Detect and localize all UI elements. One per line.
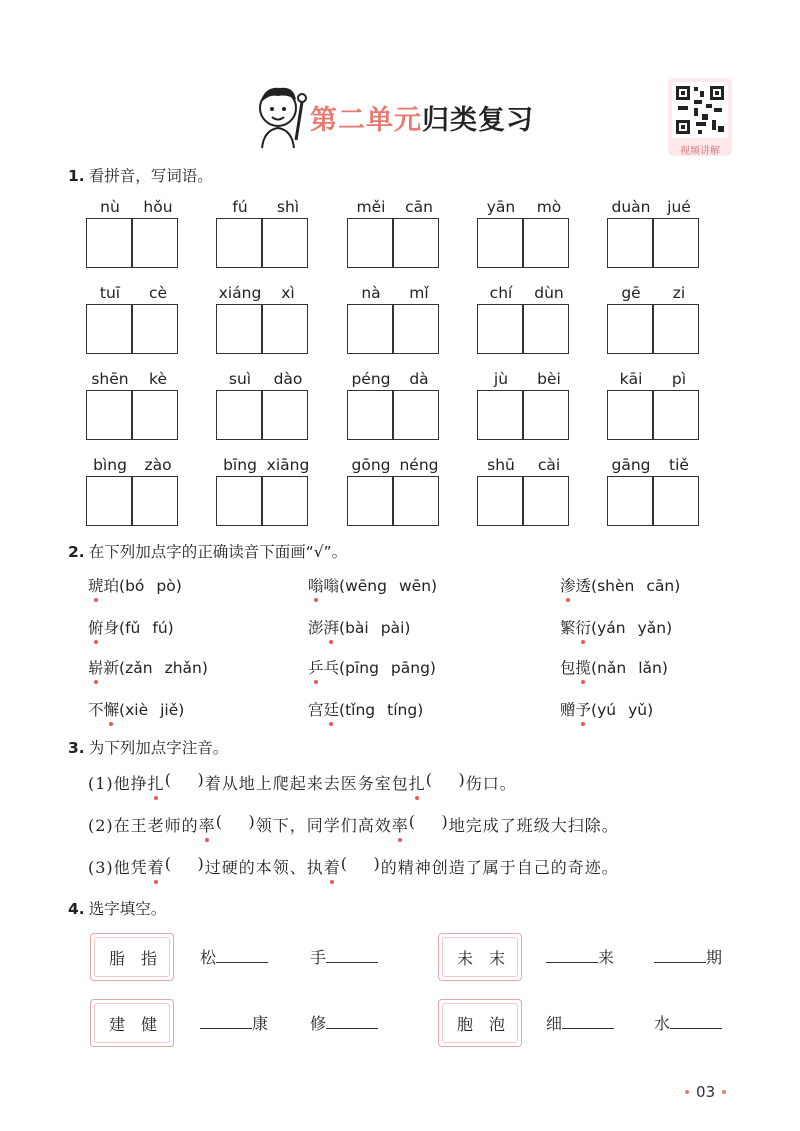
- word-char: 繁: [560, 619, 576, 637]
- writing-box[interactable]: [393, 390, 439, 440]
- word-char: 手: [310, 948, 327, 967]
- word-char: 乓: [323, 659, 340, 677]
- writing-box[interactable]: [347, 476, 393, 526]
- pinyin-word: [216, 370, 312, 450]
- pinyin-syllable: shū: [487, 456, 515, 474]
- dotted-char: 湃: [324, 616, 340, 638]
- paren-open: (: [339, 659, 346, 677]
- writing-box[interactable]: [653, 476, 699, 526]
- pinyin-syllable: xiáng: [218, 284, 262, 302]
- pronunciation-item: [88, 698, 184, 720]
- word-char: 康: [252, 1014, 269, 1033]
- writing-box[interactable]: [132, 476, 178, 526]
- pinyin-option[interactable]: zǎn: [125, 659, 153, 677]
- pinyin-word: [347, 370, 443, 450]
- word-char: 包: [560, 659, 576, 677]
- pinyin-word: [477, 456, 573, 536]
- pinyin-syllable: hǒu: [143, 198, 173, 216]
- pinyin-syllable: cài: [537, 456, 561, 474]
- pinyin-word: [607, 370, 703, 450]
- answer-paren[interactable]: ( ): [164, 854, 205, 873]
- blank-line[interactable]: [562, 1014, 614, 1029]
- pinyin-syllable: zi: [672, 284, 686, 302]
- pinyin-word: [477, 198, 573, 278]
- pinyin-syllable: chí: [489, 284, 513, 302]
- word-char: 赠: [560, 701, 576, 719]
- pinyin-option[interactable]: xiè: [125, 701, 149, 719]
- pinyin-word: [216, 198, 312, 278]
- character-choice-box: [90, 999, 174, 1047]
- word-char: 新: [103, 659, 120, 677]
- paren-open: (: [119, 577, 126, 595]
- writing-box[interactable]: [607, 304, 653, 354]
- writing-box[interactable]: [393, 476, 439, 526]
- writing-box[interactable]: [216, 476, 262, 526]
- paren-close: ): [431, 577, 438, 595]
- paren-open: (: [119, 619, 126, 637]
- sentence-line: [88, 770, 517, 794]
- paren-close: ): [647, 701, 654, 719]
- paren-open: (: [339, 701, 346, 719]
- blank-line[interactable]: [216, 948, 268, 963]
- pinyin-option[interactable]: shèn: [597, 577, 635, 595]
- word-char: 细: [546, 1014, 563, 1033]
- pinyin-word: [216, 456, 312, 536]
- page-number: • 03 •: [683, 1083, 729, 1101]
- pronunciation-item: [88, 616, 174, 638]
- pinyin-option[interactable]: bài: [345, 619, 369, 637]
- sentence-text: 地完成了班级大扫除。: [448, 816, 619, 835]
- dotted-char: 予: [576, 698, 592, 720]
- pinyin-syllable: cān: [405, 198, 433, 216]
- pronunciation-item: [88, 656, 208, 678]
- pinyin-syllable: zào: [144, 456, 172, 474]
- pinyin-syllable: jù: [493, 370, 509, 388]
- pinyin-word: [607, 284, 703, 364]
- word-char: 澎: [308, 619, 324, 637]
- pinyin-option[interactable]: pò: [156, 577, 176, 595]
- sentence-text: 伤口。: [465, 774, 517, 793]
- paren-close: ): [661, 659, 668, 677]
- dotted-char: 率: [392, 813, 409, 836]
- pinyin-syllable: dà: [409, 370, 429, 388]
- qr-caption: 视频讲解: [680, 146, 720, 157]
- writing-box[interactable]: [347, 218, 393, 268]
- writing-box[interactable]: [607, 390, 653, 440]
- choice-char: 脂: [109, 949, 126, 968]
- paren-open: (: [339, 619, 346, 637]
- pinyin-syllable: kāi: [619, 370, 643, 388]
- word-char: 期: [706, 948, 723, 967]
- pinyin-syllable: gāng: [611, 456, 651, 474]
- paren-close: ): [429, 659, 436, 677]
- pinyin-word: [216, 284, 312, 364]
- dotted-char: 乒: [308, 656, 324, 678]
- pinyin-word: [86, 284, 182, 364]
- fill-blank-word: [200, 945, 268, 968]
- dotted-char: 懈: [104, 698, 120, 720]
- pinyin-option[interactable]: pài: [380, 619, 405, 637]
- pinyin-option[interactable]: zhǎn: [164, 659, 202, 677]
- writing-box[interactable]: [523, 304, 569, 354]
- choice-char: 指: [141, 949, 158, 968]
- blank-line[interactable]: [326, 1014, 378, 1029]
- dotted-char: 渗: [560, 574, 576, 596]
- word-char: 珀: [103, 577, 120, 595]
- paren-close: ): [175, 577, 182, 595]
- pronunciation-item: [560, 698, 653, 720]
- answer-paren[interactable]: ( ): [408, 812, 449, 831]
- writing-box[interactable]: [393, 218, 439, 268]
- pronunciation-item: [308, 616, 410, 638]
- pinyin-syllable: měi: [356, 198, 386, 216]
- pinyin-option[interactable]: nǎn: [597, 659, 627, 677]
- pronunciation-item: [560, 574, 680, 596]
- section-2-heading: 2. 在下列加点字的正确读音下面画“√”。: [68, 543, 348, 561]
- pinyin-syllable: péng: [351, 370, 391, 388]
- fill-blank-word: [654, 1011, 722, 1034]
- pinyin-option[interactable]: yán: [597, 619, 626, 637]
- pronunciation-item: [560, 656, 668, 678]
- writing-box[interactable]: [347, 304, 393, 354]
- fill-blank-word: [310, 945, 378, 968]
- choice-char: 末: [489, 949, 506, 968]
- writing-box[interactable]: [523, 390, 569, 440]
- blank-line[interactable]: [654, 948, 706, 963]
- pinyin-option[interactable]: fǔ: [125, 619, 141, 637]
- pinyin-syllable: duàn: [611, 198, 651, 216]
- pinyin-syllable: suì: [228, 370, 252, 388]
- dotted-char: 廷: [324, 698, 340, 720]
- pinyin-syllable: jué: [667, 198, 691, 216]
- pinyin-syllable: cè: [148, 284, 168, 302]
- pinyin-option[interactable]: wēng: [345, 577, 387, 595]
- word-char: 松: [200, 948, 217, 967]
- fill-blank-word: [200, 1011, 268, 1034]
- choice-char: 胞: [457, 1015, 474, 1034]
- pinyin-word: [477, 284, 573, 364]
- writing-box[interactable]: [86, 476, 132, 526]
- blank-line[interactable]: [326, 948, 378, 963]
- pinyin-syllable: dùn: [534, 284, 564, 302]
- word-char: 修: [310, 1014, 327, 1033]
- choice-char: 建: [109, 1015, 126, 1034]
- dotted-char: 俯: [88, 616, 104, 638]
- pinyin-option[interactable]: yǔ: [628, 701, 648, 719]
- section-3-heading: 3. 为下列加点字注音。: [68, 739, 229, 757]
- choice-char: 未: [457, 949, 474, 968]
- pinyin-word: [86, 370, 182, 450]
- answer-paren[interactable]: ( ): [164, 770, 205, 789]
- paren-close: ): [167, 619, 174, 637]
- paren-close: ): [201, 659, 208, 677]
- section-4-heading: 4. 选字填空。: [68, 900, 167, 918]
- writing-box[interactable]: [216, 304, 262, 354]
- pinyin-syllable: mǐ: [409, 284, 429, 302]
- answer-paren[interactable]: ( ): [340, 854, 381, 873]
- pinyin-word: [86, 456, 182, 536]
- pinyin-word: [477, 370, 573, 450]
- answer-paren[interactable]: ( ): [425, 770, 466, 789]
- writing-box[interactable]: [262, 390, 308, 440]
- sentence-text: 过硬的本领、执: [204, 858, 324, 877]
- writing-box[interactable]: [86, 390, 132, 440]
- paren-open: (: [591, 659, 598, 677]
- paren-open: (: [339, 577, 346, 595]
- pinyin-word: [607, 456, 703, 536]
- pronunciation-item: [308, 656, 436, 678]
- fill-blank-word: [546, 1011, 614, 1034]
- sentence-line: [88, 854, 619, 878]
- word-char: 水: [654, 1014, 671, 1033]
- pinyin-syllable: tuī: [99, 284, 121, 302]
- pinyin-syllable: bìng: [93, 456, 127, 474]
- writing-box[interactable]: [477, 476, 523, 526]
- sentence-line: [88, 812, 619, 836]
- pinyin-option[interactable]: jiě: [160, 701, 179, 719]
- dotted-char: 着: [324, 855, 341, 878]
- pronunciation-item: [308, 574, 437, 596]
- character-choice-box: [90, 933, 174, 981]
- pinyin-word: [347, 284, 443, 364]
- pinyin-option[interactable]: cān: [646, 577, 675, 595]
- dotted-char: 衍: [576, 616, 592, 638]
- pinyin-syllable: gē: [621, 284, 641, 302]
- writing-box[interactable]: [216, 218, 262, 268]
- word-char: 不: [88, 701, 104, 719]
- pinyin-option[interactable]: bó: [125, 577, 145, 595]
- pronunciation-item: [560, 616, 672, 638]
- paren-close: ): [404, 619, 411, 637]
- pinyin-syllable: xì: [281, 284, 295, 302]
- writing-box[interactable]: [132, 218, 178, 268]
- pinyin-syllable: gōng: [351, 456, 391, 474]
- paren-open: (: [591, 619, 598, 637]
- fill-blank-word: [310, 1011, 378, 1034]
- pinyin-option[interactable]: wēn: [398, 577, 432, 595]
- paren-open: (: [119, 701, 126, 719]
- pinyin-option[interactable]: pāng: [390, 659, 430, 677]
- pinyin-option[interactable]: tíng: [387, 701, 418, 719]
- pronunciation-item: [308, 698, 423, 720]
- writing-box[interactable]: [347, 390, 393, 440]
- choice-char: 泡: [489, 1015, 506, 1034]
- dotted-char: 扎: [409, 771, 426, 794]
- writing-box[interactable]: [477, 390, 523, 440]
- pinyin-syllable: pì: [671, 370, 687, 388]
- writing-box[interactable]: [393, 304, 439, 354]
- dotted-char: 着: [148, 855, 165, 878]
- pinyin-option[interactable]: tǐng: [345, 701, 376, 719]
- fill-blank-word: [546, 945, 614, 968]
- writing-box[interactable]: [477, 218, 523, 268]
- pinyin-syllable: bīng: [223, 456, 257, 474]
- dotted-char: 崭: [88, 656, 104, 678]
- writing-box[interactable]: [262, 476, 308, 526]
- writing-box[interactable]: [477, 304, 523, 354]
- writing-box[interactable]: [86, 218, 132, 268]
- paren-close: ): [666, 619, 673, 637]
- page-title: 第二单元归类复习: [310, 105, 534, 136]
- paren-close: ): [417, 701, 424, 719]
- writing-box[interactable]: [262, 218, 308, 268]
- paren-open: (: [591, 577, 598, 595]
- sentence-text: (3)他凭: [88, 858, 148, 877]
- dotted-char: 率: [199, 813, 216, 836]
- sentence-text: 领下，同学们高效: [255, 816, 392, 835]
- writing-box[interactable]: [132, 390, 178, 440]
- character-choice-box: [438, 999, 522, 1047]
- sentence-text: 的精神创造了属于自己的奇迹。: [380, 858, 619, 877]
- pinyin-syllable: néng: [399, 456, 439, 474]
- pinyin-syllable: mò: [536, 198, 562, 216]
- sentence-text: (2)在王老师的: [88, 816, 199, 835]
- writing-box[interactable]: [216, 390, 262, 440]
- writing-box[interactable]: [607, 218, 653, 268]
- fill-blank-word: [654, 945, 722, 968]
- dotted-char: 琥: [88, 574, 104, 596]
- writing-box[interactable]: [523, 476, 569, 526]
- writing-box[interactable]: [607, 476, 653, 526]
- word-char: 嗡: [323, 577, 340, 595]
- writing-box[interactable]: [653, 304, 699, 354]
- choice-char: 健: [141, 1015, 158, 1034]
- boy-mascot-icon: [252, 80, 314, 150]
- pronunciation-item: [88, 574, 182, 596]
- dotted-char: 揽: [576, 656, 592, 678]
- paren-open: (: [591, 701, 598, 719]
- writing-box[interactable]: [86, 304, 132, 354]
- pinyin-syllable: xiāng: [266, 456, 310, 474]
- pinyin-word: [86, 198, 182, 278]
- writing-box[interactable]: [653, 390, 699, 440]
- pinyin-syllable: fú: [232, 198, 248, 216]
- word-char: 来: [598, 948, 615, 967]
- section-1-heading: 1. 看拼音，写词语。: [68, 167, 213, 185]
- pinyin-option[interactable]: fú: [152, 619, 168, 637]
- pinyin-syllable: shì: [276, 198, 300, 216]
- writing-box[interactable]: [523, 218, 569, 268]
- pinyin-syllable: kè: [149, 370, 167, 388]
- pinyin-syllable: shēn: [91, 370, 129, 388]
- pinyin-syllable: dào: [273, 370, 303, 388]
- pinyin-option[interactable]: yú: [597, 701, 617, 719]
- dotted-char: 扎: [148, 771, 165, 794]
- pinyin-option[interactable]: lǎn: [638, 659, 662, 677]
- pinyin-word: [347, 456, 443, 536]
- writing-box[interactable]: [653, 218, 699, 268]
- pinyin-syllable: nà: [361, 284, 381, 302]
- pinyin-syllable: nù: [100, 198, 120, 216]
- blank-line[interactable]: [670, 1014, 722, 1029]
- pinyin-option[interactable]: yǎn: [637, 619, 667, 637]
- character-choice-box: [438, 933, 522, 981]
- pinyin-syllable: yān: [486, 198, 516, 216]
- sentence-text: (1)他挣: [88, 774, 148, 793]
- pinyin-word: [347, 198, 443, 278]
- pinyin-syllable: bèi: [537, 370, 561, 388]
- answer-paren[interactable]: ( ): [215, 812, 256, 831]
- pinyin-option[interactable]: pīng: [345, 659, 379, 677]
- blank-line[interactable]: [546, 948, 598, 963]
- paren-open: (: [119, 659, 126, 677]
- blank-line[interactable]: [200, 1014, 252, 1029]
- paren-close: ): [178, 701, 185, 719]
- writing-box[interactable]: [262, 304, 308, 354]
- word-char: 身: [103, 619, 120, 637]
- pinyin-word: [607, 198, 703, 278]
- dotted-char: 嗡: [308, 574, 324, 596]
- word-char: 宫: [308, 701, 324, 719]
- sentence-text: 着从地上爬起来去医务室包: [204, 774, 409, 793]
- writing-box[interactable]: [132, 304, 178, 354]
- pinyin-syllable: tiě: [669, 456, 689, 474]
- paren-close: ): [674, 577, 681, 595]
- word-char: 透: [575, 577, 592, 595]
